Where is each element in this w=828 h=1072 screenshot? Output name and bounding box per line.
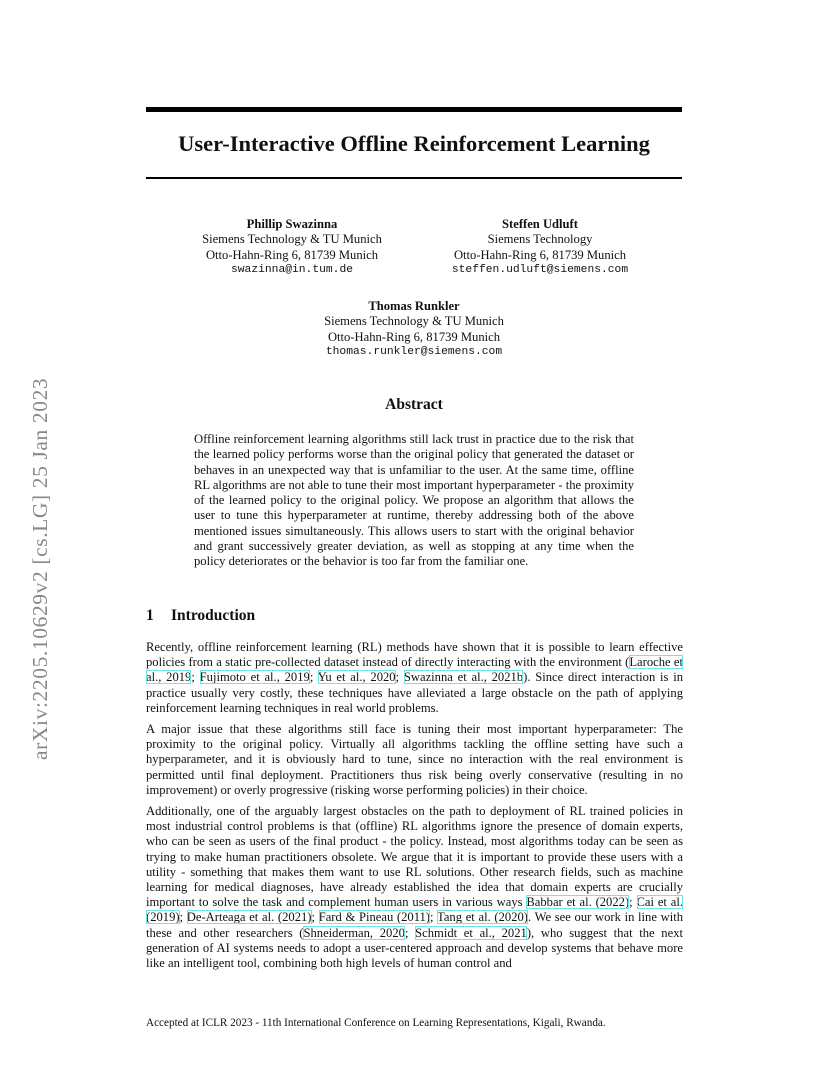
abstract-text: Offline reinforcement learning algorithms still lack trust in practice due to the risk that the learned policy performs worse than the original policy that generated the dataset or behaves in an unexpected way that is unfamiliar to the user. At the same time, offline RL algorithms are not able to tune their most important hyperparameter - the proximity of the learned policy to the original policy. We propose an algorithm that allows the user to tune this hyperparameter at runtime, thereby addressing both of the above mentioned issues simultaneously. This allows users to start with the original behavior and grant successively greater deviation, as well as stopping at any time when the policy deteriorates or the behavior is too far from the familiar one.: [194, 432, 634, 569]
text-run: ). Since direct interaction is in practice usually very costly, these techniques have alleviated a large obstacle on the path of applying reinforcement learning techniques in real world problems.: [146, 670, 684, 715]
author-name: Steffen Udluft: [502, 217, 578, 231]
author-block-3: [298, 299, 530, 360]
citation-separator: ;: [191, 670, 200, 685]
citation-separator: ;: [404, 925, 416, 940]
section-number: 1: [146, 607, 154, 624]
paragraph-3: [146, 804, 683, 971]
author-email[interactable]: thomas.runkler@siemens.com: [325, 345, 503, 358]
author-name: Thomas Runkler: [368, 299, 460, 313]
page-footer: Accepted at ICLR 2023 - 11th International Conference on Learning Representations, Kigali, Rwanda.: [146, 1017, 606, 1029]
citation-link[interactable]: Babbar et al. (2022): [526, 895, 630, 910]
citation-link[interactable]: Tang et al. (2020): [437, 910, 528, 925]
title-rule-top: [146, 107, 682, 112]
citation-separator: ;: [430, 910, 438, 925]
title-rule-bottom: [146, 177, 682, 179]
paragraph-1: [146, 640, 683, 716]
citation-separator: ;: [309, 670, 318, 685]
citation-separator: ;: [395, 670, 404, 685]
citation-link[interactable]: Schmidt et al., 2021: [415, 925, 527, 940]
text-run: Additionally, one of the arguably largest obstacles on the path to deployment of RL trained policies in most industrial control problems is that (offline) RL algorithms ignore the presence of domain experts, who can be seen as users of the final product - the policy. Instead, most algorithms today can be seen as trying to make human practitioners obsolete. We argue that it is important to provide these users with a utility - something that makes them want to use RL solutions. Other research fields, such as machine learning for medical diagnoses, have already established the idea that domain experts are crucially important to solve the task and complement human users in various ways: [146, 804, 683, 910]
citation-link[interactable]: Laroche et al., 2019: [146, 655, 683, 685]
section-heading-introduction: [146, 607, 255, 625]
citation-link[interactable]: Fard & Pineau (2011): [318, 910, 431, 925]
author-email[interactable]: steffen.udluft@siemens.com: [451, 263, 629, 276]
introduction-body: [146, 640, 683, 977]
abstract-heading: Abstract: [385, 396, 443, 413]
citation-separator: ;: [629, 895, 637, 910]
citation-link[interactable]: Swazinna et al., 2021b: [403, 670, 524, 685]
author-block-2: [424, 217, 656, 278]
citation-separator: ;: [311, 910, 319, 925]
citation-link[interactable]: Shneiderman, 2020: [303, 925, 405, 940]
citation-link[interactable]: Cai et al. (2019): [146, 895, 683, 925]
citation-link[interactable]: De-Arteaga et al. (2021): [186, 910, 312, 925]
section-title: Introduction: [171, 607, 256, 624]
author-address: Otto-Hahn-Ring 6, 81739 Munich: [453, 247, 627, 262]
paper-title: User-Interactive Offline Reinforcement Learning: [178, 131, 650, 156]
text-run: . We see our work in line with these and other researchers (: [146, 910, 684, 940]
citation-separator: ;: [179, 910, 187, 925]
text-run: ), who suggest that the next generation of AI systems needs to adopt a user-centered approach and develop systems that behave more like an intelligent tool, combining both high levels of human control and: [146, 925, 683, 971]
author-email[interactable]: swazinna@in.tum.de: [230, 263, 354, 276]
paragraph-2: A major issue that these algorithms still face is tuning their most important hyperparameter: The proximity to the original policy. Virtually all algorithms tackling the offline setting have such a hyperparameter, and it is obviously hard to tune, since no interaction with the real environment is permitted until final deployment. Practitioners thus risk being overly conservative (resulting in no improvement) or overly progressive (risking worse performing policies) in their choice.: [146, 722, 683, 797]
text-run: Recently, offline reinforcement learning (RL) methods have shown that it is possible to learn effective policies from a static pre-collected dataset instead of directly interacting with the environment (: [146, 640, 683, 670]
author-name: Phillip Swazinna: [246, 217, 338, 231]
arxiv-identifier: arXiv:2205.10629v2 [cs.LG] 25 Jan 2023: [28, 377, 52, 760]
author-address: Otto-Hahn-Ring 6, 81739 Munich: [327, 329, 501, 344]
author-address: Otto-Hahn-Ring 6, 81739 Munich: [205, 247, 379, 262]
citation-link[interactable]: Yu et al., 2020: [317, 670, 396, 685]
author-affiliation: Siemens Technology & TU Munich: [324, 314, 504, 329]
citation-link[interactable]: Fujimoto et al., 2019: [199, 670, 310, 685]
author-affiliation: Siemens Technology & TU Munich: [202, 232, 382, 247]
author-affiliation: Siemens Technology: [487, 232, 593, 247]
author-block-1: [176, 217, 408, 278]
